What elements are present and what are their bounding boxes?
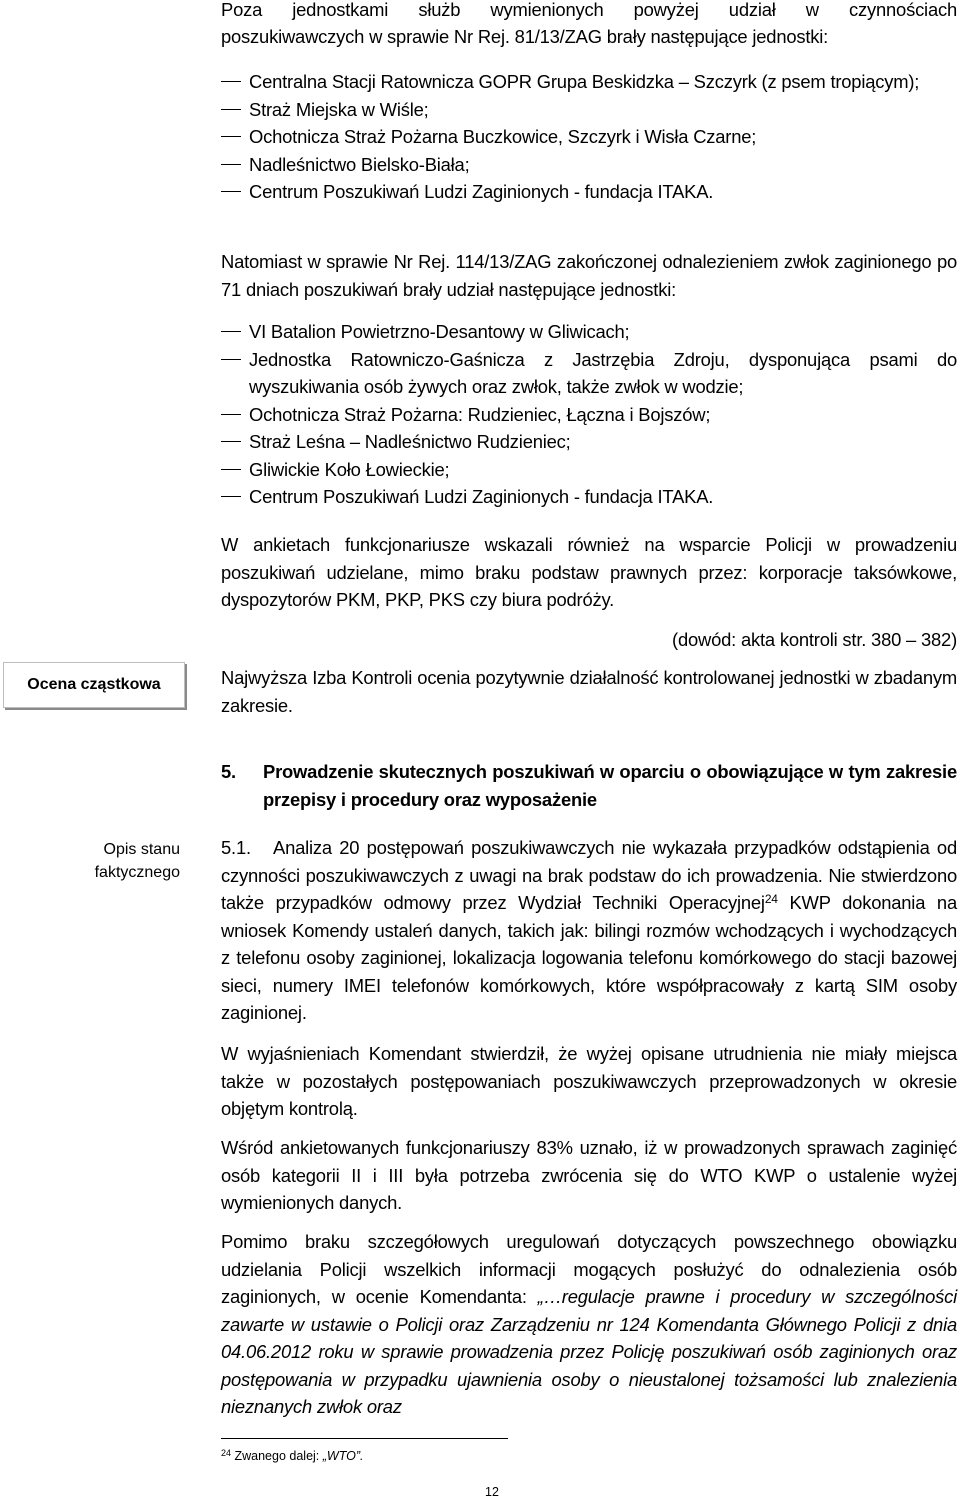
page-number: 12 [485,1485,499,1499]
list-item: Straż Miejska w Wiśle; [221,96,957,124]
dash-bullet-icon [221,414,241,415]
footnote-divider [221,1438,508,1439]
list-item: Straż Leśna – Nadleśnictwo Rudzieniec; [221,428,957,456]
footnote-term: „WTO”. [322,1449,364,1463]
paragraph-number: 5.1. [221,837,251,858]
footnote-number: 24 [221,1448,232,1458]
factual-state-label [40,838,180,884]
list-item: VI Batalion Powietrzno-Desantowy w Gliwicach; [221,318,957,346]
despite-quote-text: „…regulacje prawne i procedury w szczególności zawarte w ustawie o Policji oraz Zarządzeniu nr 124 Komendanta Głównego Policji z dnia 04.06.2012 roku w sprawie prowadzenia przez Policję poszukiwań osób zaginionych oraz postępowania w przypadku ujawnienia osoby o nieustalonej tożsamości lub znalezienia nieznanych zwłok oraz [221,1286,957,1417]
evidence-citation: (dowód: akta kontroli str. 380 – 382) [672,629,957,650]
dash-bullet-icon [221,81,241,82]
dash-bullet-icon [221,359,241,360]
section-5-heading [221,758,957,813]
dash-bullet-icon [221,191,241,192]
section-number: 5. [221,761,236,782]
assessment-paragraph: Najwyższa Izba Kontroli ocenia pozytywnie działalność kontrolowanej jednostki w zbadanym zakresie. [221,667,957,716]
partial-assessment-text: Ocena cząstkowa [27,676,161,693]
survey-83-paragraph: Wśród ankietowanych funkcjonariuszy 83% uznało, iż w prowadzonych sprawach zaginięć osób kategorii II i III była potrzeba zwrócenia się do WTO KWP o ustalenie wyżej wymienionych danych. [221,1137,957,1213]
top-paragraph-line-2: poszukiwawczych w sprawie Nr Rej. 81/13/ZAG brały następujące jednostki: [221,26,829,47]
despite-paragraph [221,1228,957,1421]
list-item: Centralna Stacji Ratownicza GOPR Grupa Beskidzka – Szczyrk (z psem tropiącym); [221,68,957,96]
factual-state-line-2: faktycznego [94,864,180,881]
list-item: Jednostka Ratowniczo-Gaśnicza z Jastrzębia Zdroju, dysponująca psami do wyszukiwania osób żywych oraz zwłok, także zwłok w wodzie; [221,346,957,401]
list-item: Centrum Poszukiwań Ludzi Zaginionych - fundacja ITAKA. [221,178,957,206]
case-114-intro: Natomiast w sprawie Nr Rej. 114/13/ZAG zakończonej odnalezieniem zwłok zaginionego po 71 dniach poszukiwań brały udział następujące jednostki: [221,251,957,300]
dash-bullet-icon [221,441,241,442]
list-item: Gliwickie Koło Łowieckie; [221,456,957,484]
footnote-24 [221,1448,363,1464]
dash-bullet-icon [221,164,241,165]
section-title: Prowadzenie skutecznych poszukiwań w oparciu o obowiązujące w tym zakresie przepisy i procedury oraz wyposażenie [263,761,957,810]
list-item: Centrum Poszukiwań Ludzi Zaginionych - fundacja ITAKA. [221,483,957,511]
dash-bullet-icon [221,331,241,332]
despite-plain-text: Pomimo braku szczegółowych uregulowań dotyczących powszechnego obowiązku udzielania Policji wszelkich informacji mogących posłużyć do odnalezienia osób zaginionych, w ocenie Komendanta: [221,1231,957,1307]
list-item: Ochotnicza Straż Pożarna: Rudzieniec, Łączna i Bojszów; [221,401,957,429]
partial-assessment-label [3,662,185,708]
dash-bullet-icon [221,109,241,110]
list-item: Nadleśnictwo Bielsko-Biała; [221,151,957,179]
factual-state-line-1: Opis stanu [103,841,180,858]
paragraph-5-1 [221,834,957,1027]
dash-bullet-icon [221,496,241,497]
survey-paragraph: W ankietach funkcjonariusze wskazali również na wsparcie Policji w prowadzeniu poszukiwań udzielane, mimo braku podstaw prawnych przez: korporacje taksówkowe, dyspozytorów PKM, PKP, PKS czy biura podróży. [221,534,957,610]
units-list-case-114 [221,318,957,511]
paragraph-5-1-text-a: Analiza 20 postępowań poszukiwawczych nie wykazała przypadków odstąpienia od czynności poszukiwawczych z uwagi na brak podstaw do ich prowadzenia. Nie stwierdzono także przypadków odmowy przez Wydział Techniki Operacyjnej [221,837,957,913]
list-item: Ochotnicza Straż Pożarna Buczkowice, Szczyrk i Wisła Czarne; [221,123,957,151]
units-list-case-81 [221,68,957,206]
footnote-reference: 24 [764,892,778,906]
footnote-text: Zwanego dalej: [231,1449,323,1463]
explanations-paragraph: W wyjaśnieniach Komendant stwierdził, że wyżej opisane utrudnienia nie miały miejsca także w pozostałych postępowaniach poszukiwawczych przeprowadzonych w okresie objętym kontrolą. [221,1043,957,1119]
paragraph-5-1-text-b: KWP dokonania na wniosek Komendy ustaleń danych, takich jak: bilingi rozmów wchodzących i wychodzących z telefonu osoby zaginionej, lokalizacja logowania telefonu komórkowego do stacji bazowej sieci, numery IMEI telefonów komórkowych, które współpracowały z kartą SIM osoby zaginionej. [221,892,957,1023]
dash-bullet-icon [221,136,241,137]
top-paragraph-line-1: Poza jednostkami służb wymienionych powyżej udział w czynnościach [221,0,957,20]
dash-bullet-icon [221,469,241,470]
